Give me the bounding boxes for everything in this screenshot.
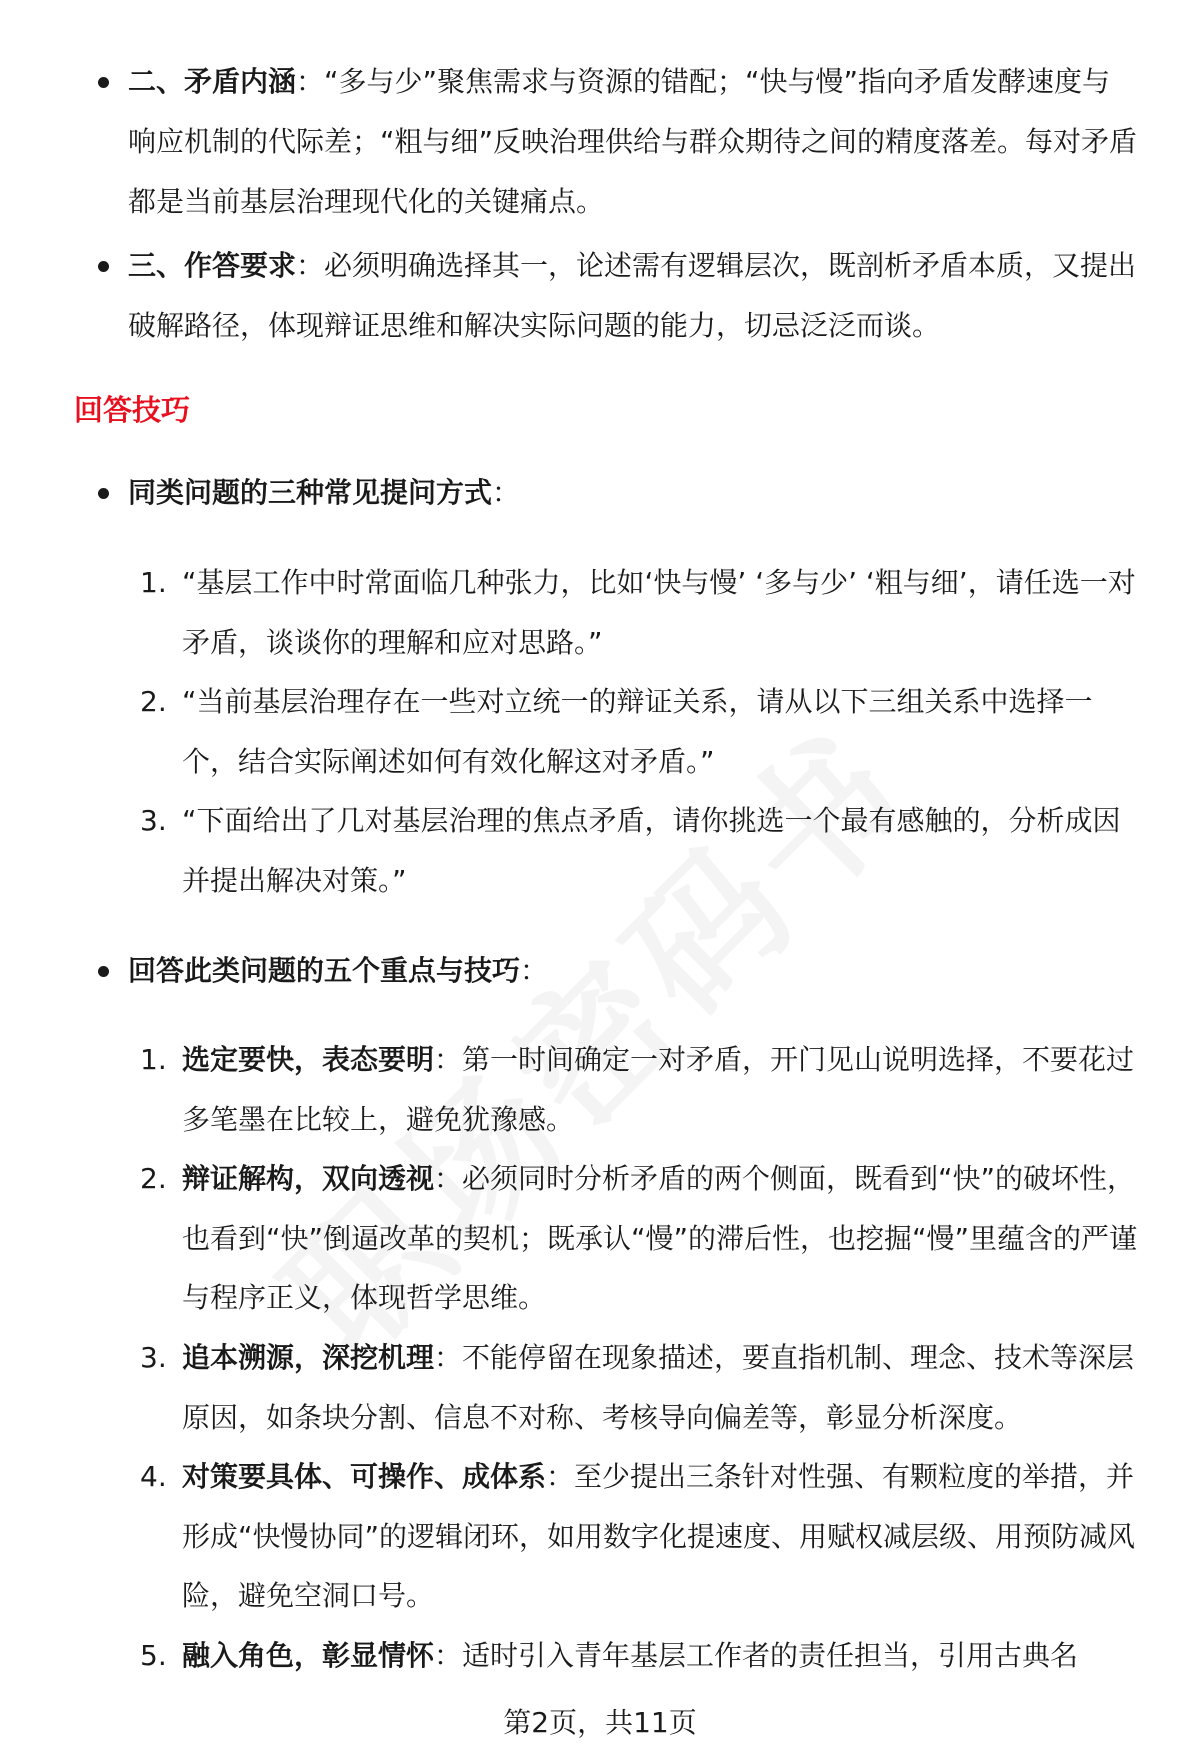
list-item-number: 3. bbox=[140, 804, 167, 837]
list-item-text: 不能停留在现象描述，要直指机制、理念、技术等深层原因，如条块分割、信息不对称、考核导向偏差等，彰显分析深度。 bbox=[182, 1341, 1135, 1434]
list-item-tip-5 bbox=[140, 1626, 1142, 1686]
list-item-label: 辩证解构，双向透视 bbox=[182, 1162, 435, 1195]
bullet-dot-icon bbox=[98, 966, 109, 977]
list-item-number: 1. bbox=[140, 566, 167, 599]
list-item-text: 第一时间确定一对矛盾，开门见山说明选择，不要花过多笔墨在比较上，避免犹豫感。 bbox=[182, 1043, 1135, 1136]
list-item-label: 选定要快，表态要明 bbox=[182, 1043, 435, 1076]
list-item-question-3 bbox=[140, 791, 1142, 910]
list-item-text: “下面给出了几对基层治理的焦点矛盾，请你挑选一个最有感触的，分析成因并提出解决对策。” bbox=[182, 804, 1121, 897]
page-number-footer: 第2页，共11页 bbox=[503, 1706, 697, 1739]
list-item-number: 3. bbox=[140, 1341, 167, 1374]
list-item-number: 5. bbox=[140, 1639, 167, 1672]
list-item-tip-1 bbox=[140, 1030, 1142, 1149]
bullet-heading: 同类问题的三种常见提问方式 bbox=[128, 476, 493, 509]
list-item-question-2 bbox=[140, 672, 1142, 791]
list-item-tip-4 bbox=[140, 1447, 1142, 1626]
bullet-text: “多与少”聚焦需求与资源的错配；“快与慢”指向矛盾发酵速度与响应机制的代际差；“粗与细”反映治理供给与群众期待之间的精度落差。每对矛盾都是当前基层治理现代化的关键痛点。 bbox=[128, 65, 1138, 218]
list-item-text: “基层工作中时常面临几种张力，比如‘快与慢’ ‘多与少’ ‘粗与细’，请任选一对矛盾，谈谈你的理解和应对思路。” bbox=[182, 566, 1136, 659]
bullet-question-types-heading bbox=[128, 463, 1138, 523]
list-item-number: 2. bbox=[140, 685, 167, 718]
bullet-dot-icon bbox=[98, 77, 109, 88]
bullet-separator: ： bbox=[492, 476, 521, 509]
list-item-text: 必须同时分析矛盾的两个侧面，既看到“快”的破坏性，也看到“快”倒逼改革的契机；既承认“慢”的滞后性，也挖掘“慢”里蕴含的严谨与程序正义，体现哲学思维。 bbox=[182, 1162, 1138, 1314]
bullet-separator: ： bbox=[520, 954, 549, 987]
list-item-number: 1. bbox=[140, 1043, 167, 1076]
bullet-separator: ： bbox=[296, 65, 325, 98]
list-item-separator: ： bbox=[434, 1043, 463, 1076]
bullet-contradiction-meaning bbox=[128, 52, 1138, 232]
list-item-number: 4. bbox=[140, 1460, 167, 1493]
bullet-label: 二、矛盾内涵 bbox=[128, 65, 297, 98]
bullet-five-key-points-heading bbox=[128, 941, 1138, 1001]
bullet-dot-icon bbox=[98, 261, 109, 272]
bullet-separator: ： bbox=[296, 249, 325, 282]
bullet-label: 三、作答要求 bbox=[128, 249, 297, 282]
list-item-tip-3 bbox=[140, 1328, 1142, 1447]
list-item-text: 至少提出三条针对性强、有颗粒度的举措，并形成“快慢协同”的逻辑闭环，如用数字化提速度、用赋权减层级、用预防减风险，避免空洞口号。 bbox=[182, 1460, 1136, 1612]
list-item-label: 对策要具体、可操作、成体系 bbox=[182, 1460, 547, 1493]
section-title-answer-skills: 回答技巧 bbox=[74, 393, 191, 427]
list-item-separator: ： bbox=[434, 1639, 463, 1672]
list-item-text: 适时引入青年基层工作者的责任担当，引用古典名 bbox=[462, 1639, 1079, 1672]
bullet-dot-icon bbox=[98, 488, 109, 499]
list-item-question-1 bbox=[140, 553, 1142, 672]
bullet-answer-requirements bbox=[128, 236, 1138, 356]
list-item-separator: ： bbox=[434, 1162, 463, 1195]
list-item-label: 融入角色，彰显情怀 bbox=[182, 1639, 435, 1672]
list-item-tip-2 bbox=[140, 1149, 1142, 1328]
list-item-separator: ： bbox=[546, 1460, 575, 1493]
bullet-text: 必须明确选择其一，论述需有逻辑层次，既剖析矛盾本质，又提出破解路径，体现辩证思维和解决实际问题的能力，切忌泛泛而谈。 bbox=[128, 249, 1137, 342]
list-item-number: 2. bbox=[140, 1162, 167, 1195]
list-item-text: “当前基层治理存在一些对立统一的辩证关系，请从以下三组关系中选择一个，结合实际阐述如何有效化解这对矛盾。” bbox=[182, 685, 1093, 778]
bullet-heading: 回答此类问题的五个重点与技巧 bbox=[128, 954, 521, 987]
list-item-separator: ： bbox=[434, 1341, 463, 1374]
list-item-label: 追本溯源，深挖机理 bbox=[182, 1341, 435, 1374]
